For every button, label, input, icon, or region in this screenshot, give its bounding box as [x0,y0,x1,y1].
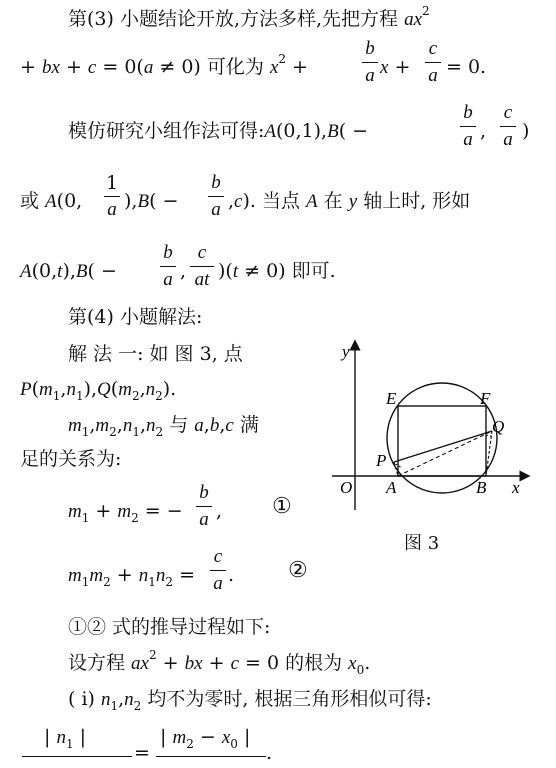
fraction-neg-b-over-a: b a [460,102,476,151]
text-line-2b: x + [380,56,411,78]
paren: ) [522,120,530,142]
text-line-4b: ),B( − [124,190,179,212]
text-line-2: + bx + c = 0(a ≠ 0) 可化为 $x^2$ + [20,52,308,78]
text-line-2c: = 0. [446,56,487,78]
figure-3 [320,335,545,520]
text-line-4c: ,c). 当点 A 在 y 轴上时, 形如 [228,190,471,212]
text-line-1: 第(3) 小题结论开放,方法多样,先把方程 $ax^2$ [68,4,430,30]
eq2-fraction: c a [210,546,226,595]
label-F: F [480,389,491,408]
equation-2: $m_1m_2 + n_1n_2$ = [68,564,195,589]
equation-number-1: ① [272,494,292,519]
segment-PQ [394,431,492,462]
dashed-AQ [398,431,492,476]
text-line-12: 设方程 $ax^2$ + bx + c = 0 的根为 $x_0$. [68,648,371,677]
text-line-11: ①② 式的推导过程如下: [68,616,271,638]
fraction-neg-b-over-a-2: b a [208,172,224,221]
label-B: B [476,478,487,497]
text-line-7: 解 法 一: 如 图 3, 点 [68,343,243,365]
text-line-5: A(0,t),B( − [20,260,117,282]
figure-caption: 图 3 [404,533,440,554]
text-line-3: 模仿研究小组作法可得:A(0,1),B( − [68,120,369,142]
fraction-c-over-a: c a [425,38,441,87]
eq1-comma: , [216,500,223,522]
fraction-c-over-a-2: c a [500,102,516,151]
fraction-b-over-a: b a [362,38,378,87]
equation-1: $m_1 + m_2$ = − [68,500,183,525]
text-line-5b: )(t ≠ 0) 即可. [218,260,336,282]
label-E: E [386,389,397,408]
comma: , [480,120,487,142]
text-line-4: 或 A(0, [20,190,83,212]
label-O: O [340,478,353,497]
fraction-bar-right [156,756,266,757]
equation-number-2: ② [288,558,308,583]
label-A: A [386,478,397,497]
text-line-14-period: . [266,742,273,764]
label-P: P [376,451,387,470]
eq2-period: . [228,564,235,586]
text-line-8: $P(m_1,n_1),Q(m_2,n_2)$. [20,378,177,403]
text-line-14-right-numerator: | $m_2 - x_0$ | [160,726,251,751]
comma-2: , [180,260,187,282]
text-line-10: 足的关系为: [20,448,122,470]
text-line-14-equals: = [134,742,150,764]
section-heading-4: 第(4) 小题解法: [68,306,203,328]
fraction-1-over-a: 1 a [105,172,119,220]
text-line-14-left-numerator: | $n_1$ | [44,726,87,751]
label-x: x [512,478,520,497]
fraction-bar-left [22,756,132,757]
eq1-fraction: b a [196,482,212,531]
fraction-neg-b-over-a-3: b a [160,242,176,291]
rectangle-ABFE [398,406,486,476]
fraction-c-over-at: c at [190,242,214,291]
text-line-9: $m_1,m_2,n_1,n_2$ 与 a,b,c 满 [68,414,259,439]
label-y: y [342,342,350,361]
label-Q: Q [492,417,505,436]
text-line-13: ( ⅰ) $n_1,n_2$ 均不为零时, 根据三角形相似可得: [68,688,432,713]
